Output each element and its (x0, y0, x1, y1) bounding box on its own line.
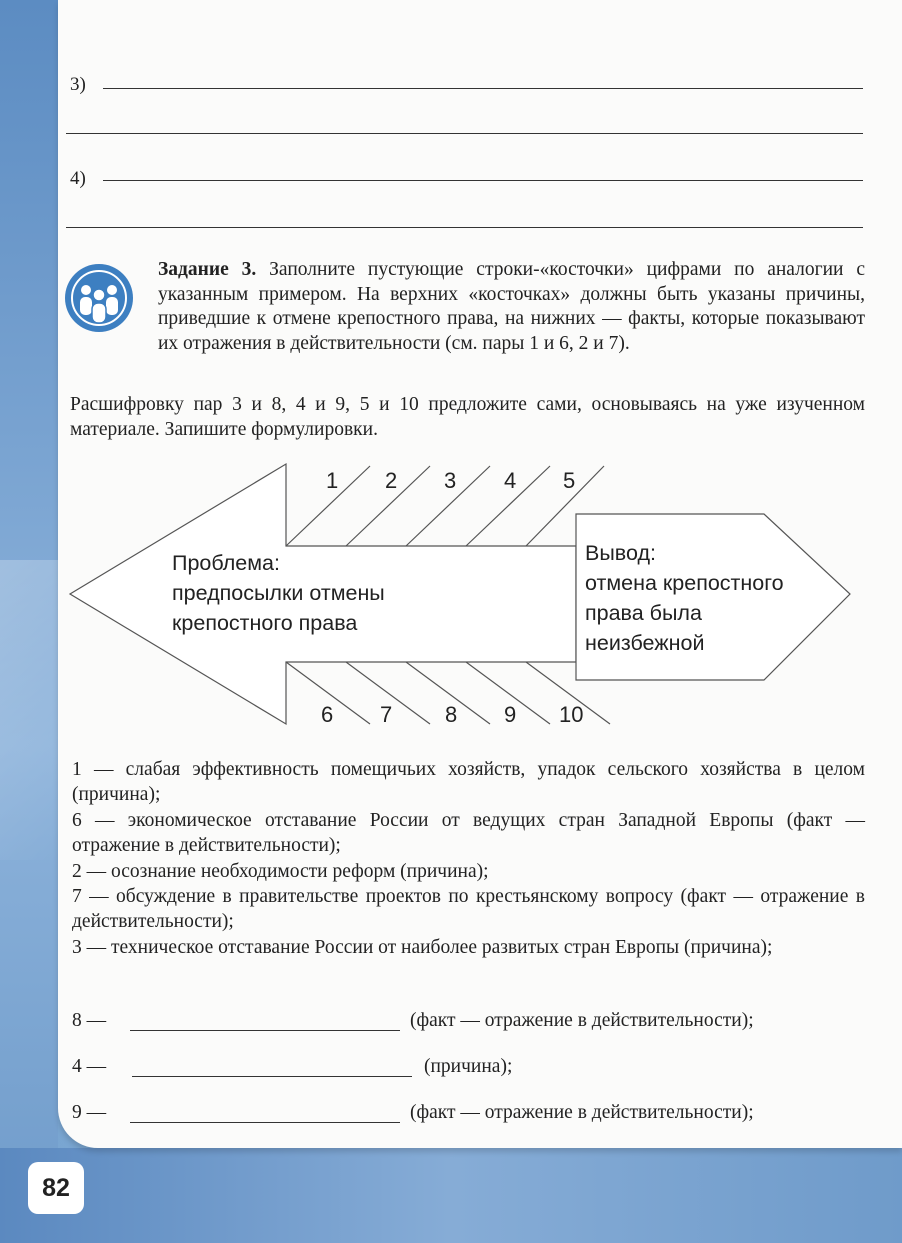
fill-number: 9 — (72, 1102, 107, 1123)
list-item: 1 — слабая эффективность помещичьих хозяйств, упадок сельского хозяйства в целом (причина); (72, 759, 865, 806)
fill-line[interactable] (130, 1030, 400, 1031)
fill-line[interactable] (132, 1076, 412, 1077)
fill-number: 4 — (72, 1056, 107, 1077)
problem-text (172, 548, 385, 638)
conclusion-line: отмена крепостного (585, 571, 784, 595)
fill-tail-text: (факт — отражение в действительности); (410, 1010, 754, 1031)
bone-number: 2 (385, 468, 398, 493)
fishbone-diagram (64, 458, 864, 738)
bone-number: 1 (326, 468, 339, 493)
page-number: 82 (28, 1162, 84, 1214)
task-instructions-continued: Расшифровку пар 3 и 8, 4 и 9, 5 и 10 предложите сами, основываясь на уже изученном материале. Запишите формулировки. (70, 394, 865, 440)
conclusion-text (585, 538, 784, 658)
fill-row-4 (72, 1056, 106, 1078)
background-stripe (0, 560, 60, 860)
task-text (158, 258, 865, 356)
task-instructions: Заполните пустующие строки-«косточки» цифрами по аналогии с указанным примером. На верхних «косточках» должны быть указаны причины, приведшие к отмене крепостного права, на нижних — факты, которые показывают их отражения в действительности (см. пары 1 и 6, 2 и 7). (158, 259, 865, 354)
task-heading: Задание 3. (158, 259, 257, 280)
problem-line: предпосылки отмены (172, 581, 385, 605)
fill-tail-text: (причина); (424, 1056, 513, 1077)
answer-line-4[interactable] (103, 180, 863, 181)
fill-number: 8 — (72, 1010, 107, 1031)
conclusion-line: права была (585, 601, 702, 625)
conclusion-line: неизбежной (585, 631, 705, 655)
fill-row-9 (72, 1102, 106, 1124)
list-item: 7 — обсуждение в правительстве проектов по крестьянскому вопросу (факт — отражение в действительности); (72, 886, 865, 933)
pairs-list (72, 757, 865, 960)
fill-row-8 (72, 1010, 106, 1032)
answer-row-4 (70, 168, 86, 190)
problem-title: Проблема: (172, 551, 280, 575)
bone-number: 4 (504, 468, 517, 493)
answer-line[interactable] (66, 227, 863, 228)
answer-row-3 (70, 74, 86, 96)
bone-number: 8 (445, 702, 458, 727)
list-item: 2 — осознание необходимости реформ (причина); (72, 860, 489, 882)
bone-number: 5 (563, 468, 576, 493)
bone-number: 10 (559, 702, 584, 727)
list-item: 6 — экономическое отставание России от ведущих стран Западной Европы (факт — отражение в действительности); (72, 809, 865, 857)
bone-number: 7 (380, 702, 393, 727)
list-item: 3 — техническое отставание России от наиболее развитых стран Европы (причина); (72, 936, 773, 958)
answer-label: 3) (70, 74, 86, 95)
bone-number: 3 (444, 468, 457, 493)
answer-label: 4) (70, 168, 86, 189)
conclusion-title: Вывод: (585, 541, 656, 565)
fill-tail-text: (факт — отражение в действительности); (410, 1102, 754, 1123)
background-stripe (0, 1148, 902, 1243)
problem-line: крепостного права (172, 611, 358, 635)
bone-number: 6 (321, 702, 334, 727)
group-work-icon (64, 263, 134, 333)
fill-line[interactable] (130, 1122, 400, 1123)
answer-line[interactable] (66, 133, 863, 134)
answer-line-3[interactable] (103, 88, 863, 89)
bone-number: 9 (504, 702, 517, 727)
